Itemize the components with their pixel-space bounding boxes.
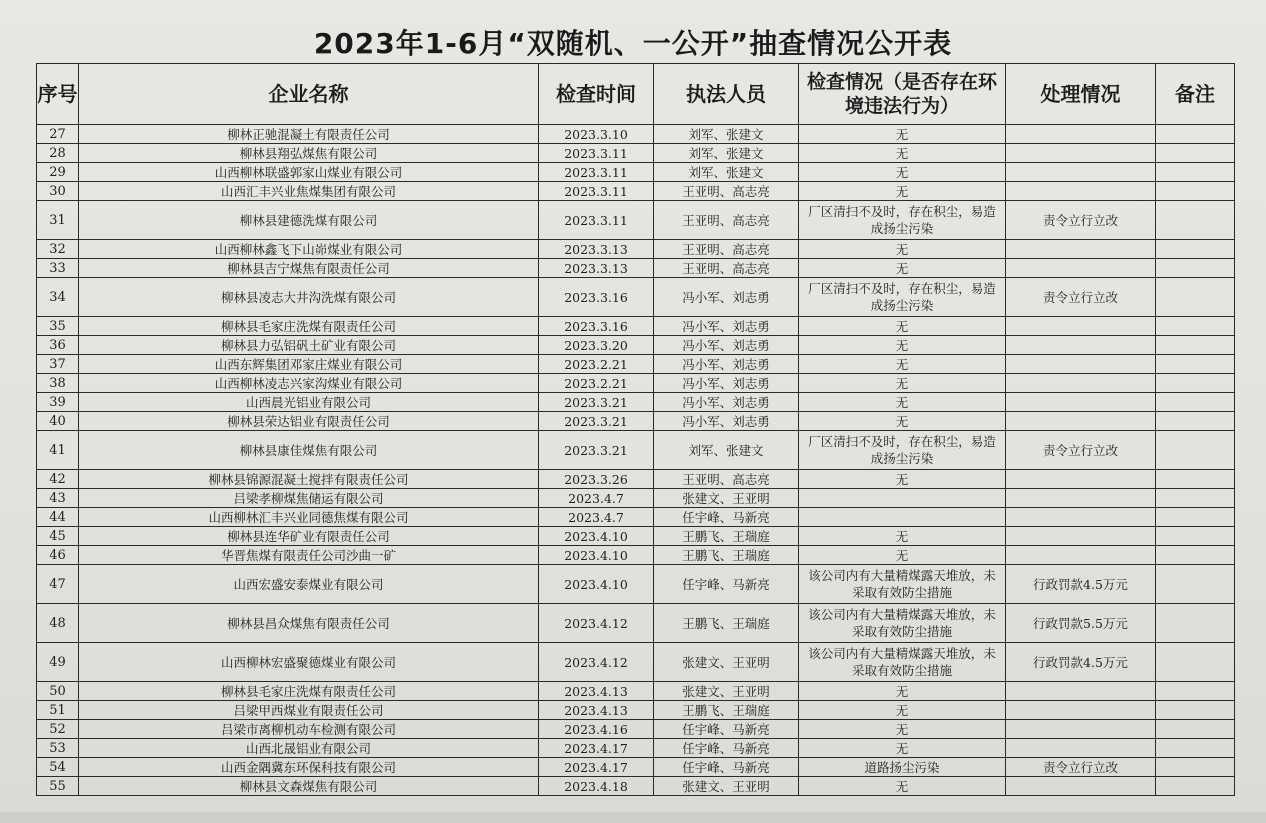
row-date: 2023.4.10 bbox=[539, 565, 654, 604]
row-date: 2023.4.7 bbox=[539, 508, 654, 527]
row-handling bbox=[1006, 720, 1156, 739]
table-row bbox=[37, 777, 1235, 796]
row-company: 山西柳林汇丰兴业同德焦煤有限公司 bbox=[79, 508, 539, 527]
table-row bbox=[37, 336, 1235, 355]
row-inspection: 无 bbox=[799, 777, 1006, 796]
row-remarks bbox=[1156, 182, 1235, 201]
row-company: 华晋焦煤有限责任公司沙曲一矿 bbox=[79, 546, 539, 565]
row-index: 44 bbox=[37, 508, 79, 527]
row-handling bbox=[1006, 489, 1156, 508]
row-staff: 冯小军、刘志勇 bbox=[654, 278, 799, 317]
row-remarks bbox=[1156, 125, 1235, 144]
header-index: 序号 bbox=[37, 64, 79, 125]
row-handling bbox=[1006, 182, 1156, 201]
row-index: 50 bbox=[37, 682, 79, 701]
row-index: 46 bbox=[37, 546, 79, 565]
row-remarks bbox=[1156, 682, 1235, 701]
row-company: 山西柳林凌志兴家沟煤业有限公司 bbox=[79, 374, 539, 393]
row-company: 柳林县康佳煤焦有限公司 bbox=[79, 431, 539, 470]
row-handling bbox=[1006, 682, 1156, 701]
row-handling bbox=[1006, 259, 1156, 278]
row-date: 2023.3.13 bbox=[539, 259, 654, 278]
row-index: 49 bbox=[37, 643, 79, 682]
row-inspection: 无 bbox=[799, 546, 1006, 565]
row-inspection: 该公司内有大量精煤露天堆放，未采取有效防尘措施 bbox=[799, 643, 1006, 682]
row-staff: 刘军、张建文 bbox=[654, 163, 799, 182]
row-index: 43 bbox=[37, 489, 79, 508]
row-date: 2023.3.11 bbox=[539, 201, 654, 240]
row-index: 31 bbox=[37, 201, 79, 240]
row-index: 36 bbox=[37, 336, 79, 355]
table-row bbox=[37, 739, 1235, 758]
table-row bbox=[37, 758, 1235, 777]
row-handling bbox=[1006, 470, 1156, 489]
row-company: 吕梁甲西煤业有限责任公司 bbox=[79, 701, 539, 720]
row-handling bbox=[1006, 546, 1156, 565]
header-staff: 执法人员 bbox=[654, 64, 799, 125]
row-inspection: 无 bbox=[799, 470, 1006, 489]
row-company: 柳林县翔弘煤焦有限公司 bbox=[79, 144, 539, 163]
row-company: 山西柳林联盛郭家山煤业有限公司 bbox=[79, 163, 539, 182]
row-handling bbox=[1006, 240, 1156, 259]
table-row bbox=[37, 701, 1235, 720]
row-index: 34 bbox=[37, 278, 79, 317]
row-remarks bbox=[1156, 336, 1235, 355]
row-index: 30 bbox=[37, 182, 79, 201]
row-remarks bbox=[1156, 144, 1235, 163]
row-remarks bbox=[1156, 393, 1235, 412]
row-company: 山西汇丰兴业焦煤集团有限公司 bbox=[79, 182, 539, 201]
row-date: 2023.3.21 bbox=[539, 431, 654, 470]
row-inspection: 无 bbox=[799, 720, 1006, 739]
row-index: 40 bbox=[37, 412, 79, 431]
row-index: 28 bbox=[37, 144, 79, 163]
header-date: 检查时间 bbox=[539, 64, 654, 125]
row-handling bbox=[1006, 739, 1156, 758]
table-row bbox=[37, 355, 1235, 374]
table-row bbox=[37, 144, 1235, 163]
row-remarks bbox=[1156, 643, 1235, 682]
row-remarks bbox=[1156, 777, 1235, 796]
row-index: 52 bbox=[37, 720, 79, 739]
table-row bbox=[37, 527, 1235, 546]
row-date: 2023.3.11 bbox=[539, 182, 654, 201]
row-company: 柳林县连华矿业有限责任公司 bbox=[79, 527, 539, 546]
row-staff: 王鹏飞、王瑞庭 bbox=[654, 527, 799, 546]
row-remarks bbox=[1156, 278, 1235, 317]
row-remarks bbox=[1156, 546, 1235, 565]
row-staff: 冯小军、刘志勇 bbox=[654, 317, 799, 336]
table-row bbox=[37, 374, 1235, 393]
header-company: 企业名称 bbox=[79, 64, 539, 125]
header-row bbox=[37, 64, 1235, 125]
row-handling: 责令立行立改 bbox=[1006, 201, 1156, 240]
row-company: 柳林县荣达铝业有限责任公司 bbox=[79, 412, 539, 431]
row-company: 柳林县凌志大井沟洗煤有限公司 bbox=[79, 278, 539, 317]
row-staff: 冯小军、刘志勇 bbox=[654, 374, 799, 393]
table-row bbox=[37, 201, 1235, 240]
row-date: 2023.4.13 bbox=[539, 682, 654, 701]
row-inspection: 无 bbox=[799, 182, 1006, 201]
row-remarks bbox=[1156, 163, 1235, 182]
table-row bbox=[37, 317, 1235, 336]
row-company: 柳林县建德洗煤有限公司 bbox=[79, 201, 539, 240]
row-staff: 王亚明、高志亮 bbox=[654, 259, 799, 278]
table-row bbox=[37, 565, 1235, 604]
row-staff: 王鹏飞、王瑞庭 bbox=[654, 546, 799, 565]
table-row bbox=[37, 431, 1235, 470]
page-bottom-edge bbox=[0, 812, 1266, 823]
row-handling bbox=[1006, 508, 1156, 527]
row-company: 山西北晟铝业有限公司 bbox=[79, 739, 539, 758]
table-row bbox=[37, 412, 1235, 431]
row-company: 柳林县锦源混凝土搅拌有限责任公司 bbox=[79, 470, 539, 489]
row-date: 2023.3.11 bbox=[539, 163, 654, 182]
row-handling: 责令立行立改 bbox=[1006, 758, 1156, 777]
row-staff: 冯小军、刘志勇 bbox=[654, 355, 799, 374]
row-remarks bbox=[1156, 527, 1235, 546]
row-remarks bbox=[1156, 701, 1235, 720]
row-remarks bbox=[1156, 317, 1235, 336]
row-date: 2023.4.13 bbox=[539, 701, 654, 720]
row-inspection: 无 bbox=[799, 125, 1006, 144]
row-handling bbox=[1006, 336, 1156, 355]
row-staff: 任宇峰、马新亮 bbox=[654, 508, 799, 527]
row-date: 2023.4.12 bbox=[539, 643, 654, 682]
row-date: 2023.2.21 bbox=[539, 355, 654, 374]
row-company: 柳林县毛家庄洗煤有限责任公司 bbox=[79, 682, 539, 701]
row-handling bbox=[1006, 777, 1156, 796]
row-remarks bbox=[1156, 604, 1235, 643]
row-staff: 刘军、张建文 bbox=[654, 144, 799, 163]
row-remarks bbox=[1156, 508, 1235, 527]
table-row bbox=[37, 508, 1235, 527]
row-index: 35 bbox=[37, 317, 79, 336]
row-inspection: 厂区清扫不及时，存在积尘，易造成扬尘污染 bbox=[799, 431, 1006, 470]
row-inspection: 无 bbox=[799, 144, 1006, 163]
row-inspection: 无 bbox=[799, 163, 1006, 182]
row-inspection: 道路扬尘污染 bbox=[799, 758, 1006, 777]
row-date: 2023.3.20 bbox=[539, 336, 654, 355]
row-remarks bbox=[1156, 240, 1235, 259]
table-row bbox=[37, 470, 1235, 489]
row-date: 2023.4.17 bbox=[539, 758, 654, 777]
table-row bbox=[37, 163, 1235, 182]
row-handling bbox=[1006, 393, 1156, 412]
row-date: 2023.4.17 bbox=[539, 739, 654, 758]
row-inspection: 无 bbox=[799, 336, 1006, 355]
row-index: 32 bbox=[37, 240, 79, 259]
row-inspection: 无 bbox=[799, 259, 1006, 278]
row-company: 山西东辉集团邓家庄煤业有限公司 bbox=[79, 355, 539, 374]
header-remarks: 备注 bbox=[1156, 64, 1235, 125]
row-index: 54 bbox=[37, 758, 79, 777]
row-index: 27 bbox=[37, 125, 79, 144]
row-staff: 冯小军、刘志勇 bbox=[654, 412, 799, 431]
row-remarks bbox=[1156, 470, 1235, 489]
row-staff: 张建文、王亚明 bbox=[654, 682, 799, 701]
row-remarks bbox=[1156, 201, 1235, 240]
row-index: 33 bbox=[37, 259, 79, 278]
row-handling: 责令立行立改 bbox=[1006, 431, 1156, 470]
row-company: 柳林正驰混凝土有限责任公司 bbox=[79, 125, 539, 144]
row-date: 2023.4.10 bbox=[539, 527, 654, 546]
row-remarks bbox=[1156, 758, 1235, 777]
row-company: 山西柳林宏盛聚德煤业有限公司 bbox=[79, 643, 539, 682]
row-date: 2023.3.13 bbox=[539, 240, 654, 259]
row-remarks bbox=[1156, 489, 1235, 508]
row-inspection: 无 bbox=[799, 701, 1006, 720]
row-company: 山西金隅冀东环保科技有限公司 bbox=[79, 758, 539, 777]
row-handling bbox=[1006, 317, 1156, 336]
row-date: 2023.3.21 bbox=[539, 393, 654, 412]
row-inspection: 无 bbox=[799, 527, 1006, 546]
row-index: 37 bbox=[37, 355, 79, 374]
row-inspection: 该公司内有大量精煤露天堆放，未采取有效防尘措施 bbox=[799, 604, 1006, 643]
row-staff: 王亚明、高志亮 bbox=[654, 470, 799, 489]
row-remarks bbox=[1156, 412, 1235, 431]
table-row bbox=[37, 278, 1235, 317]
row-company: 山西晨光铝业有限公司 bbox=[79, 393, 539, 412]
row-remarks bbox=[1156, 374, 1235, 393]
row-index: 55 bbox=[37, 777, 79, 796]
row-handling bbox=[1006, 374, 1156, 393]
row-remarks bbox=[1156, 259, 1235, 278]
row-company: 吕梁孝柳煤焦储运有限公司 bbox=[79, 489, 539, 508]
row-handling bbox=[1006, 527, 1156, 546]
row-inspection: 无 bbox=[799, 317, 1006, 336]
row-staff: 王鹏飞、王瑞庭 bbox=[654, 701, 799, 720]
table-row bbox=[37, 720, 1235, 739]
row-company: 柳林县毛家庄洗煤有限责任公司 bbox=[79, 317, 539, 336]
row-date: 2023.4.10 bbox=[539, 546, 654, 565]
row-staff: 任宇峰、马新亮 bbox=[654, 720, 799, 739]
table-row bbox=[37, 489, 1235, 508]
table-row bbox=[37, 682, 1235, 701]
row-staff: 张建文、王亚明 bbox=[654, 777, 799, 796]
row-staff: 张建文、王亚明 bbox=[654, 489, 799, 508]
row-index: 47 bbox=[37, 565, 79, 604]
row-staff: 刘军、张建文 bbox=[654, 431, 799, 470]
row-inspection: 无 bbox=[799, 739, 1006, 758]
row-company: 柳林县文森煤焦有限公司 bbox=[79, 777, 539, 796]
row-date: 2023.3.16 bbox=[539, 278, 654, 317]
table-row bbox=[37, 546, 1235, 565]
row-handling: 行政罚款4.5万元 bbox=[1006, 565, 1156, 604]
row-index: 51 bbox=[37, 701, 79, 720]
row-remarks bbox=[1156, 720, 1235, 739]
row-inspection: 无 bbox=[799, 355, 1006, 374]
row-handling bbox=[1006, 144, 1156, 163]
row-company: 柳林县力弘铝矾土矿业有限公司 bbox=[79, 336, 539, 355]
row-index: 42 bbox=[37, 470, 79, 489]
row-company: 吕梁市离柳机动车检测有限公司 bbox=[79, 720, 539, 739]
row-staff: 任宇峰、马新亮 bbox=[654, 739, 799, 758]
row-inspection: 该公司内有大量精煤露天堆放，未采取有效防尘措施 bbox=[799, 565, 1006, 604]
row-inspection: 厂区清扫不及时，存在积尘，易造成扬尘污染 bbox=[799, 201, 1006, 240]
row-company: 山西宏盛安泰煤业有限公司 bbox=[79, 565, 539, 604]
row-inspection: 无 bbox=[799, 412, 1006, 431]
row-remarks bbox=[1156, 431, 1235, 470]
table-row bbox=[37, 240, 1235, 259]
row-staff: 任宇峰、马新亮 bbox=[654, 758, 799, 777]
row-inspection: 无 bbox=[799, 682, 1006, 701]
row-date: 2023.3.16 bbox=[539, 317, 654, 336]
table-row bbox=[37, 259, 1235, 278]
row-staff: 冯小军、刘志勇 bbox=[654, 336, 799, 355]
row-remarks bbox=[1156, 565, 1235, 604]
row-staff: 刘军、张建文 bbox=[654, 125, 799, 144]
row-date: 2023.4.12 bbox=[539, 604, 654, 643]
row-index: 45 bbox=[37, 527, 79, 546]
table-body bbox=[37, 125, 1235, 796]
table-row bbox=[37, 182, 1235, 201]
row-company: 柳林县吉宁煤焦有限责任公司 bbox=[79, 259, 539, 278]
header-inspection: 检查情况（是否存在环境违法行为） bbox=[799, 64, 1006, 125]
row-inspection: 无 bbox=[799, 374, 1006, 393]
row-inspection bbox=[799, 508, 1006, 527]
row-date: 2023.4.16 bbox=[539, 720, 654, 739]
table-row bbox=[37, 643, 1235, 682]
table-row bbox=[37, 125, 1235, 144]
row-staff: 王亚明、高志亮 bbox=[654, 201, 799, 240]
inspection-table bbox=[36, 63, 1235, 796]
row-staff: 王亚明、高志亮 bbox=[654, 240, 799, 259]
row-index: 29 bbox=[37, 163, 79, 182]
row-handling bbox=[1006, 355, 1156, 374]
row-company: 山西柳林鑫飞下山峁煤业有限公司 bbox=[79, 240, 539, 259]
row-remarks bbox=[1156, 739, 1235, 758]
row-date: 2023.3.10 bbox=[539, 125, 654, 144]
row-staff: 王亚明、高志亮 bbox=[654, 182, 799, 201]
row-handling bbox=[1006, 125, 1156, 144]
row-date: 2023.3.21 bbox=[539, 412, 654, 431]
document-title: 2023年1-6月“双随机、一公开”抽查情况公开表 bbox=[313, 27, 953, 60]
row-index: 38 bbox=[37, 374, 79, 393]
row-index: 41 bbox=[37, 431, 79, 470]
row-date: 2023.4.7 bbox=[539, 489, 654, 508]
row-inspection: 厂区清扫不及时，存在积尘，易造成扬尘污染 bbox=[799, 278, 1006, 317]
row-handling: 责令立行立改 bbox=[1006, 278, 1156, 317]
row-staff: 王鹏飞、王瑞庭 bbox=[654, 604, 799, 643]
row-handling bbox=[1006, 163, 1156, 182]
row-staff: 张建文、王亚明 bbox=[654, 643, 799, 682]
row-index: 39 bbox=[37, 393, 79, 412]
row-staff: 任宇峰、马新亮 bbox=[654, 565, 799, 604]
row-company: 柳林县昌众煤焦有限责任公司 bbox=[79, 604, 539, 643]
row-handling bbox=[1006, 412, 1156, 431]
row-inspection: 无 bbox=[799, 240, 1006, 259]
row-date: 2023.4.18 bbox=[539, 777, 654, 796]
header-handling: 处理情况 bbox=[1006, 64, 1156, 125]
row-index: 53 bbox=[37, 739, 79, 758]
table-row bbox=[37, 393, 1235, 412]
row-date: 2023.3.11 bbox=[539, 144, 654, 163]
row-index: 48 bbox=[37, 604, 79, 643]
table-row bbox=[37, 604, 1235, 643]
row-handling bbox=[1006, 701, 1156, 720]
row-date: 2023.3.26 bbox=[539, 470, 654, 489]
row-date: 2023.2.21 bbox=[539, 374, 654, 393]
row-inspection: 无 bbox=[799, 393, 1006, 412]
row-remarks bbox=[1156, 355, 1235, 374]
row-handling: 行政罚款5.5万元 bbox=[1006, 604, 1156, 643]
row-staff: 冯小军、刘志勇 bbox=[654, 393, 799, 412]
row-handling: 行政罚款4.5万元 bbox=[1006, 643, 1156, 682]
row-inspection bbox=[799, 489, 1006, 508]
